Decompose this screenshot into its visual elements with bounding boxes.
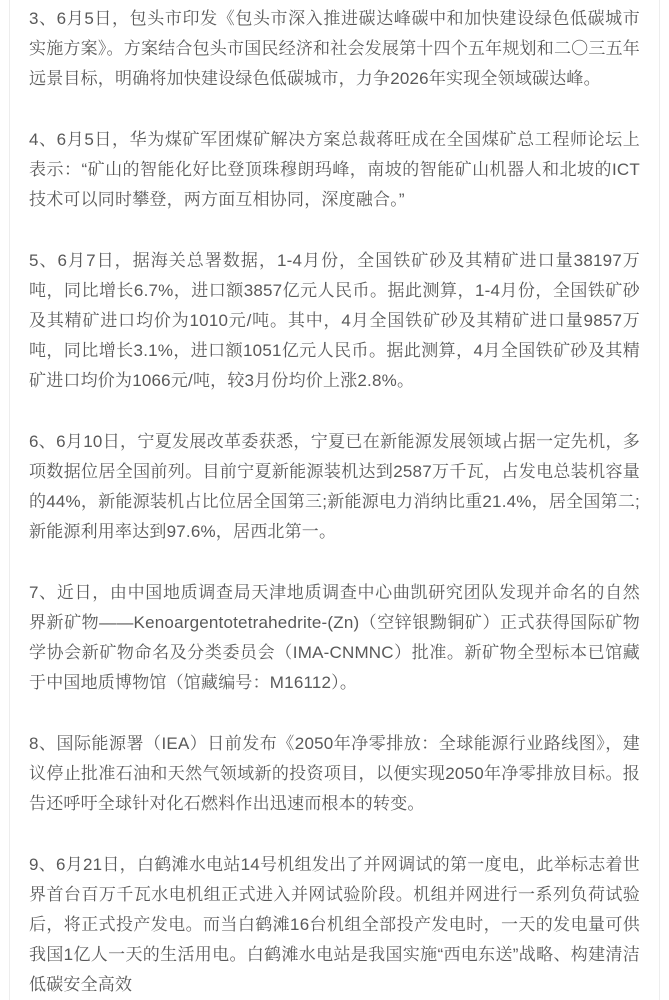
news-item-8: 8、国际能源署（IEA）日前发布《2050年净零排放：全球能源行业路线图》，建议停止批准石油和天然气领域新的投资项目，以便实现2050年净零排放目标。报告还呼吁全球针对化石燃料作出迅速而根本的转变。	[29, 734, 640, 813]
news-item-5: 5、6月7日，据海关总署数据，1-4月份，全国铁矿砂及其精矿进口量38197万吨，同比增长6.7%，进口额3857亿元人民币。据此测算，1-4月份，全国铁矿砂及其精矿进口均价为1010元/吨。其中，4月全国铁矿砂及其精矿进口量9857万吨，同比增长3.1%，进口额1051亿元人民币。据此测算，4月全国铁矿砂及其精矿进口均价为1066元/吨，较3月份均价上涨2.8%。	[29, 251, 640, 390]
article-content-card	[9, 0, 660, 1000]
news-item-4: 4、6月5日，华为煤矿军团煤矿解决方案总裁蒋旺成在全国煤矿总工程师论坛上表示：“矿山的智能化好比登顶珠穆朗玛峰，南坡的智能矿山机器人和北坡的ICT技术可以同时攀登，两方面互相协同，深度融合。”	[29, 130, 640, 209]
news-item-6: 6、6月10日，宁夏发展改革委获悉，宁夏已在新能源发展领域占据一定先机，多项数据位居全国前列。目前宁夏新能源装机达到2587万千瓦，占发电总装机容量的44%，新能源装机占比位居全国第三;新能源电力消纳比重21.4%，居全国第二;新能源利用率达到97.6%，居西北第一。	[29, 432, 640, 541]
news-item-7: 7、近日，由中国地质调查局天津地质调查中心曲凯研究团队发现并命名的自然界新矿物——Kenoargentotetrahedrite-(Zn)（空锌银黝铜矿）正式获得国际矿物学协会新矿物命名及分类委员会（IMA-CNMNC）批准。新矿物全型标本已馆藏于中国地质博物馆（馆藏编号：M16112）。	[29, 583, 640, 692]
news-item-9: 9、6月21日，白鹤滩水电站14号机组发出了并网调试的第一度电，此举标志着世界首台百万千瓦水电机组正式进入并网试验阶段。机组并网进行一系列负荷试验后，将正式投产发电。而当白鹤滩16台机组全部投产发电时，一天的发电量可供我国1亿人一天的生活用电。白鹤滩水电站是我国实施“西电东送”战略、构建清洁低碳安全高效	[29, 855, 640, 994]
news-item-3: 3、6月5日，包头市印发《包头市深入推进碳达峰碳中和加快建设绿色低碳城市实施方案》。方案结合包头市国民经济和社会发展第十四个五年规划和二〇三五年远景目标，明确将加快建设绿色低碳城市，力争2026年实现全领域碳达峰。	[29, 9, 640, 88]
